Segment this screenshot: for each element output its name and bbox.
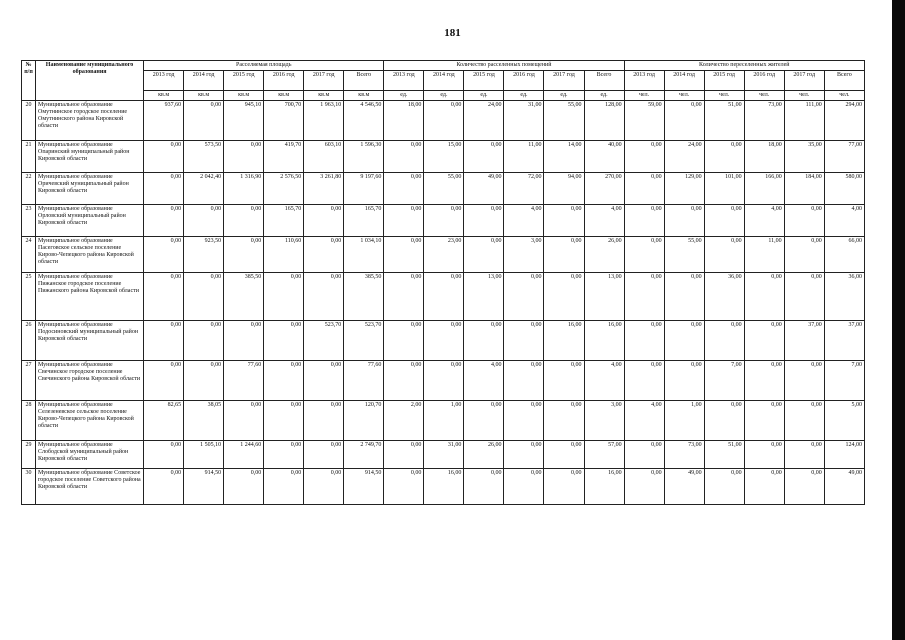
value-cell: 1 505,10 bbox=[184, 441, 224, 469]
value-cell: 0,00 bbox=[384, 237, 424, 273]
value-cell: 35,00 bbox=[784, 141, 824, 173]
value-cell: 4,00 bbox=[584, 361, 624, 401]
value-cell: 523,70 bbox=[304, 321, 344, 361]
row-number: 24 bbox=[22, 237, 36, 273]
value-cell: 0,00 bbox=[544, 361, 584, 401]
year-header: Всего bbox=[344, 71, 384, 91]
value-cell: 4,00 bbox=[464, 361, 504, 401]
value-cell: 166,00 bbox=[744, 173, 784, 205]
unit-header: ед. bbox=[584, 91, 624, 101]
year-header: 2016 год bbox=[504, 71, 544, 91]
municipality-name: Муниципальное образование Советское городское поселение Советского района Кировской области bbox=[36, 469, 144, 505]
value-cell: 40,00 bbox=[584, 141, 624, 173]
value-cell: 0,00 bbox=[224, 469, 264, 505]
value-cell: 13,00 bbox=[584, 273, 624, 321]
value-cell: 120,70 bbox=[344, 401, 384, 441]
value-cell: 0,00 bbox=[704, 141, 744, 173]
value-cell: 0,00 bbox=[744, 469, 784, 505]
value-cell: 3,00 bbox=[504, 237, 544, 273]
value-cell: 294,00 bbox=[824, 101, 864, 141]
value-cell: 0,00 bbox=[424, 273, 464, 321]
value-cell: 0,00 bbox=[384, 469, 424, 505]
year-header: 2016 год bbox=[744, 71, 784, 91]
value-cell: 16,00 bbox=[584, 469, 624, 505]
municipality-name: Муниципальное образование Омутнинское городское поселение Омутнинского района Кировской области bbox=[36, 101, 144, 141]
value-cell: 4,00 bbox=[504, 205, 544, 237]
value-cell: 26,00 bbox=[464, 441, 504, 469]
value-cell: 24,00 bbox=[664, 141, 704, 173]
value-cell: 0,00 bbox=[384, 141, 424, 173]
value-cell: 0,00 bbox=[744, 401, 784, 441]
value-cell: 0,00 bbox=[384, 173, 424, 205]
value-cell: 16,00 bbox=[544, 321, 584, 361]
value-cell: 0,00 bbox=[224, 321, 264, 361]
value-cell: 0,00 bbox=[144, 361, 184, 401]
value-cell: 0,00 bbox=[304, 361, 344, 401]
value-cell: 0,00 bbox=[304, 441, 344, 469]
value-cell: 0,00 bbox=[744, 441, 784, 469]
value-cell: 0,00 bbox=[144, 321, 184, 361]
unit-header: чел. bbox=[784, 91, 824, 101]
value-cell: 2 749,70 bbox=[344, 441, 384, 469]
value-cell: 57,00 bbox=[584, 441, 624, 469]
value-cell: 2,00 bbox=[384, 401, 424, 441]
value-cell: 49,00 bbox=[464, 173, 504, 205]
value-cell: 9 197,60 bbox=[344, 173, 384, 205]
value-cell: 38,05 bbox=[184, 401, 224, 441]
value-cell: 124,00 bbox=[824, 441, 864, 469]
unit-header: кв.м bbox=[344, 91, 384, 101]
unit-header: ед. bbox=[424, 91, 464, 101]
value-cell: 0,00 bbox=[784, 237, 824, 273]
value-cell: 914,50 bbox=[344, 469, 384, 505]
value-cell: 128,00 bbox=[584, 101, 624, 141]
value-cell: 49,00 bbox=[824, 469, 864, 505]
value-cell: 0,00 bbox=[184, 361, 224, 401]
value-cell: 385,50 bbox=[224, 273, 264, 321]
value-cell: 77,60 bbox=[344, 361, 384, 401]
value-cell: 26,00 bbox=[584, 237, 624, 273]
row-number: 28 bbox=[22, 401, 36, 441]
value-cell: 0,00 bbox=[384, 441, 424, 469]
value-cell: 0,00 bbox=[464, 205, 504, 237]
year-header: 2017 год bbox=[784, 71, 824, 91]
value-cell: 0,00 bbox=[784, 361, 824, 401]
value-cell: 0,00 bbox=[664, 205, 704, 237]
value-cell: 0,00 bbox=[504, 321, 544, 361]
value-cell: 0,00 bbox=[384, 205, 424, 237]
value-cell: 1 596,30 bbox=[344, 141, 384, 173]
value-cell: 0,00 bbox=[184, 205, 224, 237]
value-cell: 0,00 bbox=[624, 237, 664, 273]
value-cell: 3 261,80 bbox=[304, 173, 344, 205]
value-cell: 0,00 bbox=[624, 441, 664, 469]
row-number: 20 bbox=[22, 101, 36, 141]
value-cell: 0,00 bbox=[704, 205, 744, 237]
row-number: 25 bbox=[22, 273, 36, 321]
value-cell: 0,00 bbox=[624, 273, 664, 321]
value-cell: 523,70 bbox=[344, 321, 384, 361]
year-header: 2013 год bbox=[384, 71, 424, 91]
row-number: 22 bbox=[22, 173, 36, 205]
value-cell: 0,00 bbox=[744, 273, 784, 321]
value-cell: 0,00 bbox=[304, 237, 344, 273]
value-cell: 0,00 bbox=[704, 321, 744, 361]
value-cell: 73,00 bbox=[664, 441, 704, 469]
value-cell: 0,00 bbox=[144, 237, 184, 273]
value-cell: 1,00 bbox=[664, 401, 704, 441]
value-cell: 18,00 bbox=[384, 101, 424, 141]
value-cell: 7,00 bbox=[704, 361, 744, 401]
row-number: 21 bbox=[22, 141, 36, 173]
value-cell: 0,00 bbox=[704, 469, 744, 505]
value-cell: 55,00 bbox=[544, 101, 584, 141]
value-cell: 0,00 bbox=[264, 321, 304, 361]
value-cell: 55,00 bbox=[424, 173, 464, 205]
unit-header: кв.м bbox=[144, 91, 184, 101]
value-cell: 184,00 bbox=[784, 173, 824, 205]
value-cell: 603,10 bbox=[304, 141, 344, 173]
value-cell: 0,00 bbox=[144, 141, 184, 173]
table-row bbox=[22, 173, 865, 205]
value-cell: 1 034,10 bbox=[344, 237, 384, 273]
value-cell: 82,65 bbox=[144, 401, 184, 441]
value-cell: 0,00 bbox=[624, 469, 664, 505]
value-cell: 4,00 bbox=[624, 401, 664, 441]
year-header: 2013 год bbox=[144, 71, 184, 91]
value-cell: 0,00 bbox=[264, 441, 304, 469]
year-header: 2014 год bbox=[424, 71, 464, 91]
value-cell: 0,00 bbox=[504, 361, 544, 401]
value-cell: 0,00 bbox=[664, 273, 704, 321]
value-cell: 0,00 bbox=[184, 321, 224, 361]
unit-header: чел. bbox=[704, 91, 744, 101]
value-cell: 0,00 bbox=[424, 361, 464, 401]
value-cell: 51,00 bbox=[704, 101, 744, 141]
value-cell: 1,00 bbox=[424, 401, 464, 441]
value-cell: 15,00 bbox=[424, 141, 464, 173]
scan-edge-bar bbox=[892, 0, 905, 640]
unit-header: ед. bbox=[464, 91, 504, 101]
value-cell: 0,00 bbox=[224, 205, 264, 237]
value-cell: 0,00 bbox=[704, 237, 744, 273]
unit-header: кв.м bbox=[224, 91, 264, 101]
value-cell: 7,00 bbox=[824, 361, 864, 401]
value-cell: 111,00 bbox=[784, 101, 824, 141]
resettlement-table bbox=[21, 60, 865, 505]
value-cell: 0,00 bbox=[784, 469, 824, 505]
value-cell: 13,00 bbox=[464, 273, 504, 321]
header-row-years bbox=[22, 71, 865, 91]
municipality-name: Муниципальное образование Подосиновский муниципальный район Кировской области bbox=[36, 321, 144, 361]
municipality-name: Муниципальное образование Пижанское городское поселение Пижанского района Кировской области bbox=[36, 273, 144, 321]
year-header: 2013 год bbox=[624, 71, 664, 91]
group-header-rooms: Количество расселенных помещений bbox=[384, 61, 624, 71]
value-cell: 937,60 bbox=[144, 101, 184, 141]
value-cell: 0,00 bbox=[744, 321, 784, 361]
unit-header: ед. bbox=[384, 91, 424, 101]
group-header-area: Расселяемая площадь bbox=[144, 61, 384, 71]
value-cell: 0,00 bbox=[504, 401, 544, 441]
value-cell: 0,00 bbox=[424, 101, 464, 141]
value-cell: 51,00 bbox=[704, 441, 744, 469]
value-cell: 5,00 bbox=[824, 401, 864, 441]
value-cell: 0,00 bbox=[544, 205, 584, 237]
row-number: 26 bbox=[22, 321, 36, 361]
value-cell: 0,00 bbox=[424, 205, 464, 237]
value-cell: 0,00 bbox=[144, 469, 184, 505]
row-number: 27 bbox=[22, 361, 36, 401]
value-cell: 4,00 bbox=[824, 205, 864, 237]
municipality-name: Муниципальное образование Пасеговское сельское поселение Кирово-Чепецкого района Кировской области bbox=[36, 237, 144, 273]
value-cell: 1 244,60 bbox=[224, 441, 264, 469]
unit-header: кв.м bbox=[264, 91, 304, 101]
value-cell: 0,00 bbox=[184, 273, 224, 321]
value-cell: 49,00 bbox=[664, 469, 704, 505]
value-cell: 101,00 bbox=[704, 173, 744, 205]
value-cell: 77,00 bbox=[824, 141, 864, 173]
value-cell: 0,00 bbox=[264, 401, 304, 441]
value-cell: 0,00 bbox=[624, 173, 664, 205]
value-cell: 73,00 bbox=[744, 101, 784, 141]
value-cell: 0,00 bbox=[624, 361, 664, 401]
municipality-name: Муниципальное образование Слободской муниципальный район Кировской области bbox=[36, 441, 144, 469]
value-cell: 16,00 bbox=[584, 321, 624, 361]
value-cell: 11,00 bbox=[744, 237, 784, 273]
table-row bbox=[22, 205, 865, 237]
num-header: № п/п bbox=[22, 61, 36, 101]
value-cell: 59,00 bbox=[624, 101, 664, 141]
value-cell: 0,00 bbox=[304, 273, 344, 321]
value-cell: 0,00 bbox=[784, 441, 824, 469]
unit-header: чел. bbox=[744, 91, 784, 101]
unit-header: чел. bbox=[624, 91, 664, 101]
value-cell: 914,50 bbox=[184, 469, 224, 505]
header-row-units bbox=[22, 91, 865, 101]
value-cell: 0,00 bbox=[424, 321, 464, 361]
unit-header: чел. bbox=[824, 91, 864, 101]
value-cell: 580,00 bbox=[824, 173, 864, 205]
value-cell: 37,00 bbox=[824, 321, 864, 361]
value-cell: 0,00 bbox=[624, 141, 664, 173]
value-cell: 0,00 bbox=[624, 321, 664, 361]
table-row bbox=[22, 321, 865, 361]
value-cell: 0,00 bbox=[464, 237, 504, 273]
unit-header: чел. bbox=[664, 91, 704, 101]
value-cell: 0,00 bbox=[664, 361, 704, 401]
value-cell: 0,00 bbox=[184, 101, 224, 141]
value-cell: 385,50 bbox=[344, 273, 384, 321]
value-cell: 11,00 bbox=[504, 141, 544, 173]
value-cell: 165,70 bbox=[344, 205, 384, 237]
value-cell: 18,00 bbox=[744, 141, 784, 173]
value-cell: 573,50 bbox=[184, 141, 224, 173]
value-cell: 129,00 bbox=[664, 173, 704, 205]
value-cell: 0,00 bbox=[544, 273, 584, 321]
value-cell: 0,00 bbox=[504, 441, 544, 469]
unit-header: кв.м bbox=[304, 91, 344, 101]
value-cell: 0,00 bbox=[464, 141, 504, 173]
value-cell: 3,00 bbox=[584, 401, 624, 441]
year-header: 2017 год bbox=[304, 71, 344, 91]
value-cell: 0,00 bbox=[744, 361, 784, 401]
value-cell: 0,00 bbox=[264, 361, 304, 401]
value-cell: 55,00 bbox=[664, 237, 704, 273]
table-row bbox=[22, 101, 865, 141]
value-cell: 94,00 bbox=[544, 173, 584, 205]
row-number: 23 bbox=[22, 205, 36, 237]
name-header: Наименование муниципального образования bbox=[36, 61, 144, 101]
year-header: 2015 год bbox=[224, 71, 264, 91]
value-cell: 72,00 bbox=[504, 173, 544, 205]
value-cell: 36,00 bbox=[704, 273, 744, 321]
year-header: 2015 год bbox=[704, 71, 744, 91]
table-row bbox=[22, 441, 865, 469]
header-row-groups bbox=[22, 61, 865, 71]
value-cell: 0,00 bbox=[304, 205, 344, 237]
year-header: 2015 год bbox=[464, 71, 504, 91]
value-cell: 0,00 bbox=[464, 469, 504, 505]
value-cell: 0,00 bbox=[144, 441, 184, 469]
value-cell: 77,60 bbox=[224, 361, 264, 401]
table-row bbox=[22, 361, 865, 401]
value-cell: 0,00 bbox=[304, 401, 344, 441]
value-cell: 0,00 bbox=[384, 321, 424, 361]
value-cell: 0,00 bbox=[664, 101, 704, 141]
group-header-residents: Количество переселенных жителей bbox=[624, 61, 864, 71]
value-cell: 4,00 bbox=[744, 205, 784, 237]
year-header: 2014 год bbox=[664, 71, 704, 91]
value-cell: 0,00 bbox=[464, 321, 504, 361]
value-cell: 0,00 bbox=[784, 273, 824, 321]
value-cell: 0,00 bbox=[264, 469, 304, 505]
value-cell: 0,00 bbox=[264, 273, 304, 321]
value-cell: 0,00 bbox=[544, 469, 584, 505]
value-cell: 0,00 bbox=[144, 173, 184, 205]
value-cell: 0,00 bbox=[224, 237, 264, 273]
table-row bbox=[22, 469, 865, 505]
value-cell: 0,00 bbox=[384, 273, 424, 321]
value-cell: 1 963,10 bbox=[304, 101, 344, 141]
value-cell: 0,00 bbox=[144, 205, 184, 237]
row-number: 30 bbox=[22, 469, 36, 505]
value-cell: 0,00 bbox=[224, 141, 264, 173]
value-cell: 0,00 bbox=[504, 469, 544, 505]
value-cell: 270,00 bbox=[584, 173, 624, 205]
value-cell: 700,70 bbox=[264, 101, 304, 141]
row-number: 29 bbox=[22, 441, 36, 469]
value-cell: 31,00 bbox=[504, 101, 544, 141]
value-cell: 4,00 bbox=[584, 205, 624, 237]
value-cell: 2 042,40 bbox=[184, 173, 224, 205]
unit-header: кв.м bbox=[184, 91, 224, 101]
municipality-name: Муниципальное образование Свечинское городское поселение Свечинского района Кировской области bbox=[36, 361, 144, 401]
value-cell: 0,00 bbox=[704, 401, 744, 441]
value-cell: 16,00 bbox=[424, 469, 464, 505]
municipality-name: Муниципальное образование Орловский муниципальный район Кировской области bbox=[36, 205, 144, 237]
value-cell: 31,00 bbox=[424, 441, 464, 469]
table-row bbox=[22, 237, 865, 273]
value-cell: 0,00 bbox=[544, 441, 584, 469]
value-cell: 0,00 bbox=[144, 273, 184, 321]
value-cell: 66,00 bbox=[824, 237, 864, 273]
unit-header: ед. bbox=[504, 91, 544, 101]
unit-header: ед. bbox=[544, 91, 584, 101]
year-header: Всего bbox=[824, 71, 864, 91]
value-cell: 0,00 bbox=[504, 273, 544, 321]
value-cell: 0,00 bbox=[784, 401, 824, 441]
value-cell: 23,00 bbox=[424, 237, 464, 273]
value-cell: 0,00 bbox=[304, 469, 344, 505]
value-cell: 0,00 bbox=[384, 361, 424, 401]
value-cell: 0,00 bbox=[464, 401, 504, 441]
value-cell: 4 546,50 bbox=[344, 101, 384, 141]
value-cell: 923,50 bbox=[184, 237, 224, 273]
municipality-name: Муниципальное образование Селезеневское сельское поселение Кирово-Чепецкого района Кировской области bbox=[36, 401, 144, 441]
value-cell: 0,00 bbox=[784, 205, 824, 237]
year-header: 2016 год bbox=[264, 71, 304, 91]
value-cell: 1 316,90 bbox=[224, 173, 264, 205]
value-cell: 2 576,50 bbox=[264, 173, 304, 205]
year-header: 2017 год bbox=[544, 71, 584, 91]
table-row bbox=[22, 401, 865, 441]
year-header: Всего bbox=[584, 71, 624, 91]
value-cell: 37,00 bbox=[784, 321, 824, 361]
value-cell: 0,00 bbox=[624, 205, 664, 237]
table-row bbox=[22, 141, 865, 173]
value-cell: 945,10 bbox=[224, 101, 264, 141]
table-row bbox=[22, 273, 865, 321]
municipality-name: Муниципальное образование Опаринский муниципальный район Кировской области bbox=[36, 141, 144, 173]
value-cell: 36,00 bbox=[824, 273, 864, 321]
value-cell: 165,70 bbox=[264, 205, 304, 237]
value-cell: 0,00 bbox=[544, 401, 584, 441]
value-cell: 110,60 bbox=[264, 237, 304, 273]
municipality-name: Муниципальное образование Оричевский муниципальный район Кировской области bbox=[36, 173, 144, 205]
page-number: 181 bbox=[444, 27, 461, 39]
value-cell: 0,00 bbox=[224, 401, 264, 441]
value-cell: 14,00 bbox=[544, 141, 584, 173]
year-header: 2014 год bbox=[184, 71, 224, 91]
value-cell: 24,00 bbox=[464, 101, 504, 141]
value-cell: 0,00 bbox=[544, 237, 584, 273]
value-cell: 0,00 bbox=[664, 321, 704, 361]
value-cell: 419,70 bbox=[264, 141, 304, 173]
